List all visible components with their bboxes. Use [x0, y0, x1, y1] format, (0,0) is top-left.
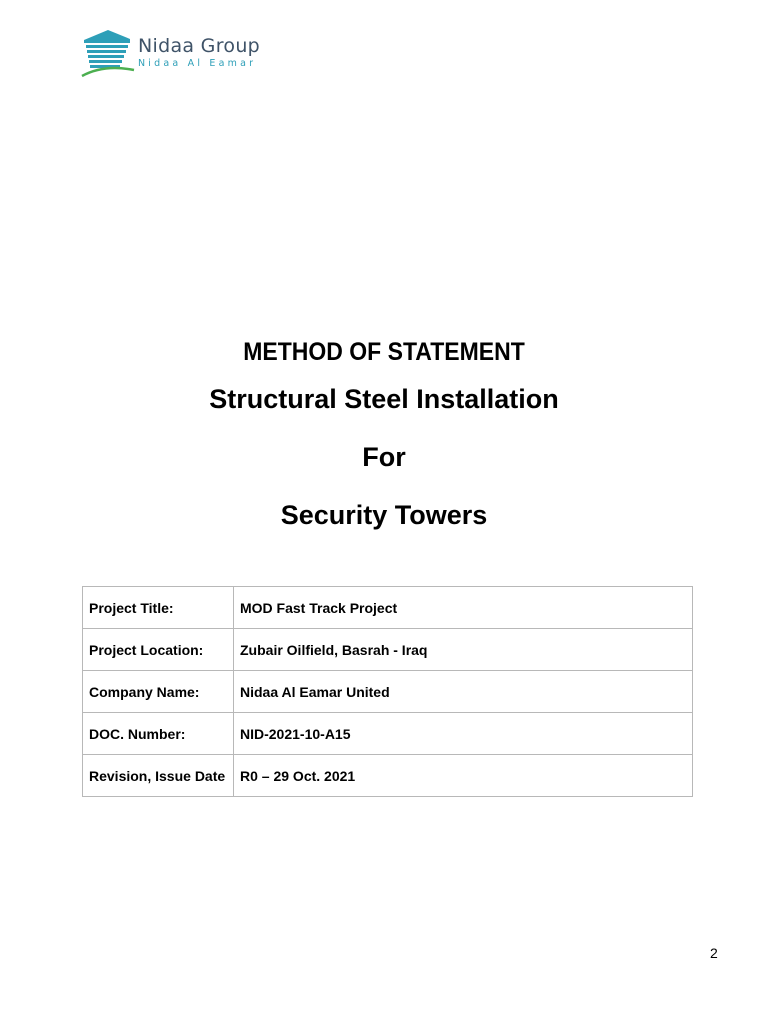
- row-label: Project Title:: [83, 587, 234, 629]
- table-row: [83, 587, 693, 629]
- row-label: Project Location:: [83, 629, 234, 671]
- logo-subtitle: Nidaa Al Eamar: [138, 58, 257, 69]
- table-row: [83, 713, 693, 755]
- document-title-line-2: For: [362, 442, 406, 472]
- row-label: Revision, Issue Date: [83, 755, 234, 797]
- document-title-line-3: Security Towers: [280, 500, 488, 530]
- table-row: [83, 755, 693, 797]
- page-number: 2: [710, 945, 718, 961]
- logo-company-name: Nidaa Group: [138, 35, 261, 57]
- table-row: [83, 671, 693, 713]
- project-info-table: [82, 586, 693, 797]
- row-label: Company Name:: [83, 671, 234, 713]
- document-title-line-1: Structural Steel Installation: [209, 384, 559, 414]
- row-value: Zubair Oilfield, Basrah - Iraq: [234, 629, 693, 671]
- row-label: DOC. Number:: [83, 713, 234, 755]
- document-type-heading: METHOD OF STATEMENT: [243, 338, 525, 366]
- row-value: R0 – 29 Oct. 2021: [234, 755, 693, 797]
- row-value: Nidaa Al Eamar United: [234, 671, 693, 713]
- row-value: NID-2021-10-A15: [234, 713, 693, 755]
- document-title-block: [0, 334, 768, 544]
- building-logo-icon: [80, 26, 136, 78]
- table-row: [83, 629, 693, 671]
- company-logo: [80, 26, 280, 78]
- row-value: MOD Fast Track Project: [234, 587, 693, 629]
